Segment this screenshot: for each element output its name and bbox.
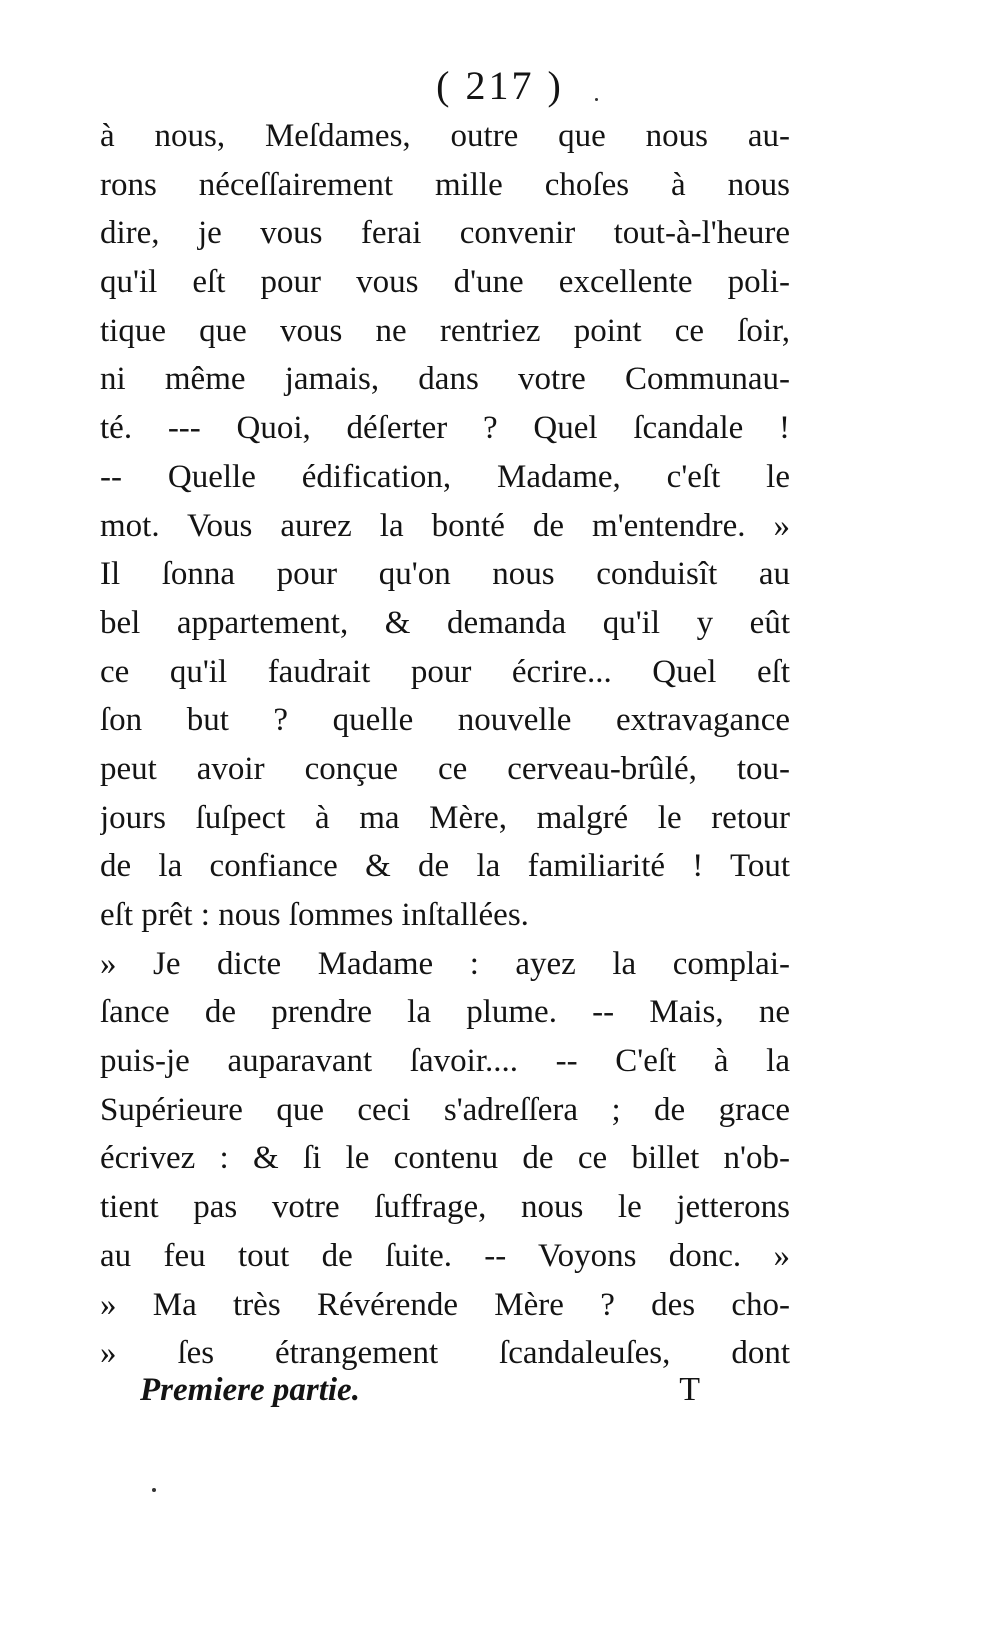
text-line: Il ſonna pour qu'on nous conduisît au <box>100 556 790 593</box>
text-line: puis-je auparavant ſavoir.... -- C'eſt à la <box>100 1043 790 1080</box>
text-line: » Ma très Révérende Mère ? des cho- <box>100 1286 790 1323</box>
signature-mark: T <box>679 1371 700 1408</box>
print-speck <box>152 1488 156 1492</box>
text-line: » Je dicte Madame : ayez la complai- <box>100 945 790 982</box>
page-number: ( 217 ) <box>436 63 564 108</box>
text-line: mot. Vous aurez la bonté de m'entendre. » <box>100 507 790 544</box>
text-line: peut avoir conçue ce cerveau-brûlé, tou- <box>100 750 790 787</box>
text-line: ſance de prendre la plume. -- Mais, ne <box>100 994 790 1031</box>
text-line: écrivez : & ſi le contenu de ce billet n'ob- <box>100 1140 790 1177</box>
text-line: rons néceſſairement mille choſes à nous <box>100 166 790 203</box>
text-line: té. --- Quoi, déſerter ? Quel ſcandale ! <box>100 410 790 447</box>
text-line: ce qu'il faudrait pour écrire... Quel eſt <box>100 653 790 690</box>
text-line: » ſes étrangement ſcandaleuſes, dont <box>100 1335 790 1372</box>
text-line: tique que vous ne rentriez point ce ſoir, <box>100 312 790 349</box>
text-line: à nous, Meſdames, outre que nous au- <box>100 118 790 154</box>
signature-line <box>140 1366 700 1416</box>
body-text <box>100 112 790 1378</box>
text-line: Supérieure que ceci s'adreſſera ; de grace <box>100 1091 790 1128</box>
text-line: dire, je vous ferai convenir tout-à-l'heure <box>100 215 790 252</box>
text-line: tient pas votre ſuffrage, nous le jetterons <box>100 1189 790 1226</box>
text-line: ni même jamais, dans votre Communau- <box>100 361 790 398</box>
text-line: qu'il eſt pour vous d'une excellente poli- <box>100 264 790 301</box>
text-line: -- Quelle édification, Madame, c'eſt le <box>100 458 790 495</box>
text-line: jours ſuſpect à ma Mère, malgré le retour <box>100 799 790 836</box>
text-line: eſt prêt : nous ſommes inſtallées. <box>100 897 529 933</box>
text-line: de la confiance & de la familiarité ! Tout <box>100 848 790 885</box>
text-line: bel appartement, & demanda qu'il y eût <box>100 604 790 641</box>
signature-text: Premiere partie. <box>140 1372 360 1408</box>
print-speck <box>595 98 598 101</box>
text-line: ſon but ? quelle nouvelle extravagance <box>100 702 790 739</box>
text-line: au feu tout de ſuite. -- Voyons donc. » <box>100 1237 790 1274</box>
